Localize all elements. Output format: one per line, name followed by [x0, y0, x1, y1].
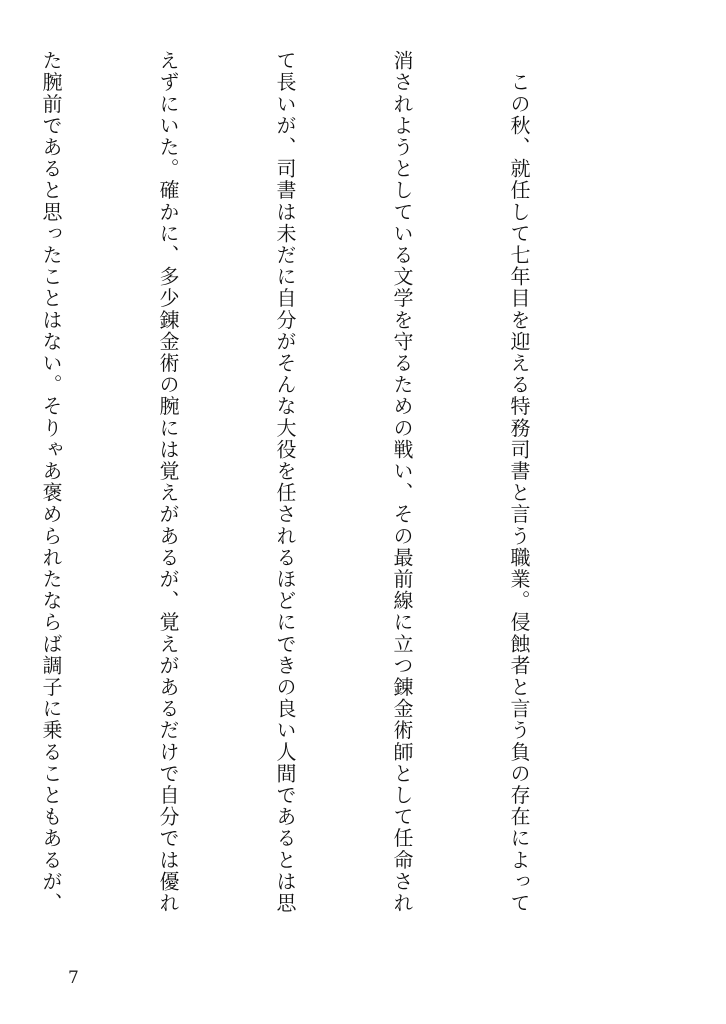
- text-line: この秋、就任して七年目を迎える特務司書と言う職業。侵蝕者と言う負の存在によって: [507, 50, 531, 914]
- vertical-text-block: [0, 50, 616, 950]
- page-number: 7: [68, 968, 79, 988]
- text-line: 消されようとしている文学を守るための戦い、その最前線に立つ錬金術師として任命され: [390, 50, 414, 914]
- text-line: た腕前であると思ったことはない。そりゃあ褒められたならば調子に乗ることもあるが、: [39, 50, 63, 914]
- text-line: えずにいた。確かに、多少錬金術の腕には覚えがあるが、覚えがあるだけで自分では優れ: [156, 50, 180, 914]
- text-line: て長いが、司書は未だに自分がそんな大役を任されるほどにできの良い人間であるとは思: [273, 50, 297, 914]
